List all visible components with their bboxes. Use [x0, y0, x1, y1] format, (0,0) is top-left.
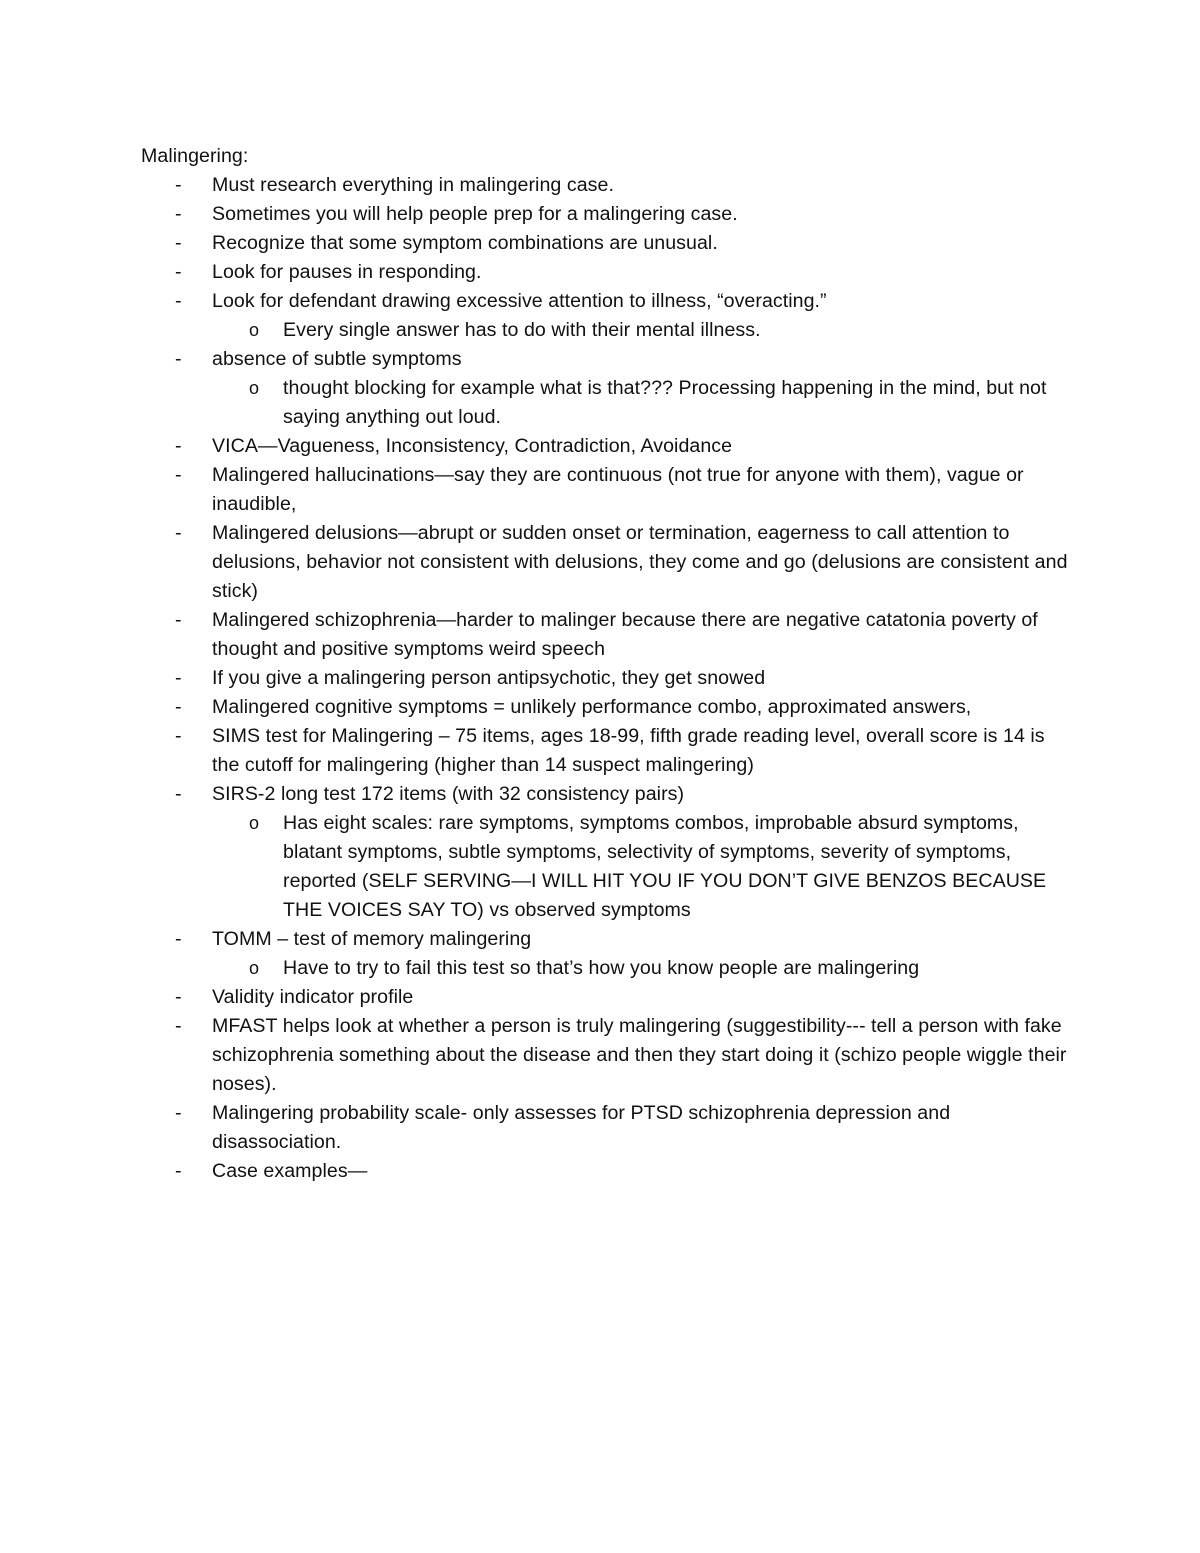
list-item-text: MFAST helps look at whether a person is truly malingering (suggestibility--- tell a person with fake schizophrenia something about the disease and then they start doing it (schizo people wiggle their noses). [212, 1015, 1067, 1095]
dash-bullet: - [175, 696, 182, 718]
list-item-text: SIMS test for Malingering – 75 items, ages 18-99, fifth grade reading level, overall score is 14 is the cutoff for malingering (higher than 14 suspect malingering) [212, 725, 1045, 776]
list-item [141, 925, 1071, 983]
list-item-text: Sometimes you will help people prep for a malingering case. [212, 203, 738, 225]
dash-bullet: - [175, 174, 182, 196]
dash-bullet: - [175, 1160, 182, 1182]
dash-bullet: - [175, 261, 182, 283]
list-item-text: Validity indicator profile [212, 986, 414, 1008]
list-item-text: If you give a malingering person antipsychotic, they get snowed [212, 667, 766, 689]
list-item [141, 171, 1071, 200]
sub-list [212, 316, 1071, 345]
list-item [141, 693, 1071, 722]
document-heading: Malingering: [141, 145, 249, 167]
dash-bullet: - [175, 290, 182, 312]
list-item-text: Malingering probability scale- only assesses for PTSD schizophrenia depression and disassociation. [212, 1102, 951, 1153]
circle-bullet: o [249, 813, 260, 833]
list-item-text: Look for pauses in responding. [212, 261, 482, 283]
circle-bullet: o [249, 378, 260, 398]
list-item [141, 345, 1071, 432]
list-item-text: Malingered delusions—abrupt or sudden onset or termination, eagerness to call attention to delusions, behavior not consistent with delusions, they come and go (delusions are consistent and stick) [212, 522, 1068, 602]
sub-list [212, 374, 1071, 432]
sub-list [212, 954, 1071, 983]
dash-bullet: - [175, 928, 182, 950]
list-item [141, 519, 1071, 606]
sub-list-item-text: Have to try to fail this test so that’s how you know people are malingering [283, 957, 920, 979]
sub-list-item-text: Every single answer has to do with their mental illness. [283, 319, 761, 341]
list-item [141, 200, 1071, 229]
list-item-text: TOMM – test of memory malingering [212, 928, 532, 950]
list-item [141, 229, 1071, 258]
document-body [141, 142, 1071, 1186]
list-item [141, 287, 1071, 345]
list-item [141, 664, 1071, 693]
dash-bullet: - [175, 667, 182, 689]
list-item [141, 780, 1071, 925]
list-item [141, 1157, 1071, 1186]
circle-bullet: o [249, 320, 260, 340]
list-item-text: SIRS-2 long test 172 items (with 32 consistency pairs) [212, 783, 685, 805]
list-item [141, 722, 1071, 780]
dash-bullet: - [175, 609, 182, 631]
dash-bullet: - [175, 464, 182, 486]
list-item-text: absence of subtle symptoms [212, 348, 462, 370]
sub-list-item [212, 374, 1071, 432]
list-item [141, 983, 1071, 1012]
notes-list [141, 171, 1071, 1186]
list-item-text: Malingered schizophrenia—harder to malinger because there are negative catatonia poverty of thought and positive symptoms weird speech [212, 609, 1038, 660]
sub-list-item-text: thought blocking for example what is that??? Processing happening in the mind, but not saying anything out loud. [283, 377, 1047, 428]
list-item [141, 258, 1071, 287]
list-item [141, 432, 1071, 461]
list-item [141, 1099, 1071, 1157]
list-item [141, 461, 1071, 519]
dash-bullet: - [175, 1015, 182, 1037]
sub-list-item [212, 954, 1071, 983]
dash-bullet: - [175, 435, 182, 457]
list-item-text: VICA—Vagueness, Inconsistency, Contradiction, Avoidance [212, 435, 733, 457]
list-item-text: Case examples— [212, 1160, 368, 1182]
circle-bullet: o [249, 958, 260, 978]
list-item [141, 1012, 1071, 1099]
dash-bullet: - [175, 522, 182, 544]
list-item-text: Malingered hallucinations—say they are continuous (not true for anyone with them), vague or inaudible, [212, 464, 1024, 515]
list-item-text: Look for defendant drawing excessive attention to illness, “overacting.” [212, 290, 827, 312]
dash-bullet: - [175, 232, 182, 254]
sub-list-item [212, 316, 1071, 345]
sub-list-item-text: Has eight scales: rare symptoms, symptoms combos, improbable absurd symptoms, blatant symptoms, subtle symptoms, selectivity of symptoms, severity of symptoms, reported (SELF SERVING—I WILL HIT YOU IF YOU DON’T GIVE BENZOS BECAUSE THE VOICES SAY TO) vs observed symptoms [283, 812, 1047, 921]
dash-bullet: - [175, 986, 182, 1008]
list-item-text: Malingered cognitive symptoms = unlikely performance combo, approximated answers, [212, 696, 972, 718]
sub-list [212, 809, 1071, 925]
dash-bullet: - [175, 203, 182, 225]
dash-bullet: - [175, 1102, 182, 1124]
list-item-text: Recognize that some symptom combinations are unusual. [212, 232, 718, 254]
dash-bullet: - [175, 783, 182, 805]
list-item [141, 606, 1071, 664]
dash-bullet: - [175, 348, 182, 370]
dash-bullet: - [175, 725, 182, 747]
list-item-text: Must research everything in malingering case. [212, 174, 614, 196]
sub-list-item [212, 809, 1071, 925]
